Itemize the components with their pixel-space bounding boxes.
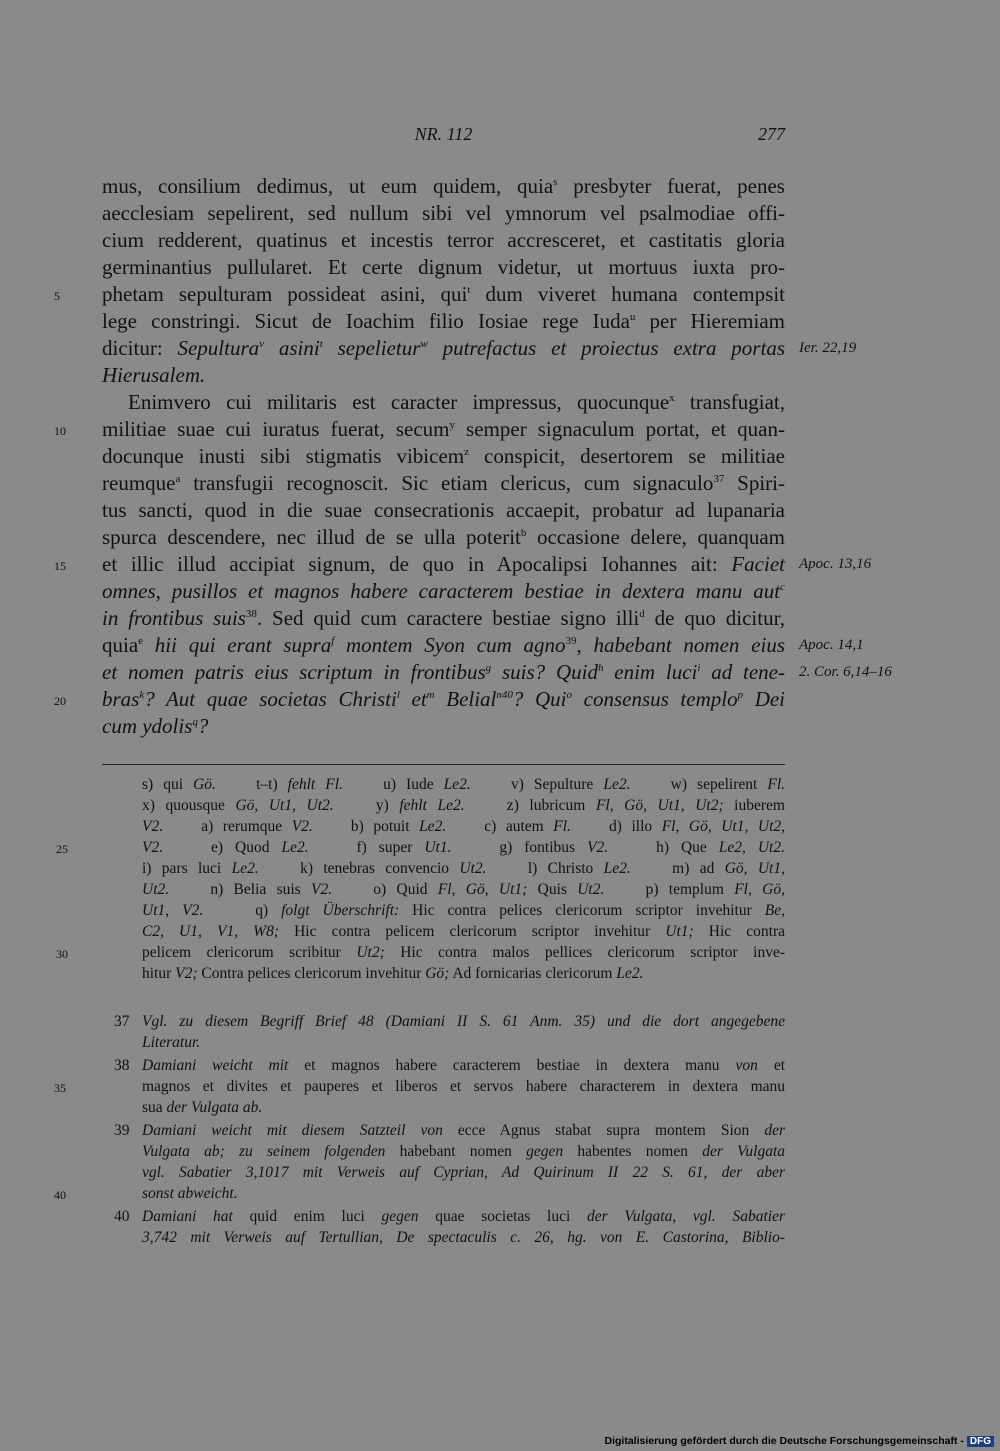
- text-line: docunque inusti sibi stigmatis vibicem$^z$ conspicit, desertorem se militiae: [102, 444, 785, 468]
- apparatus-line: V2. a) rerumque V2. b) potuit Le2. c) autem Fl. d) illo Fl, Gö, Ut1, Ut2,: [142, 818, 786, 835]
- text-line: phetam sepulturam possideat asini, qui$^t$ dum viveret humana contempsit 5: [102, 281, 785, 308]
- text-line: in frontibus suis$^{38}$. Sed quid cum caractere bestiae signo illi$^d$ de quo dicitur,: [102, 606, 785, 630]
- text-line: et illic illud accipiat signum, de quo in Apocalipsi Iohannes ait: Faciet 15 Apoc. 13,16: [102, 551, 785, 578]
- apparatus-line: hitur V2; Contra pelices clericorum invehitur Gö; Ad fornicarias clericorum Le2.: [142, 965, 644, 982]
- line-number: 20: [54, 694, 66, 708]
- footnote: [114, 1011, 785, 1053]
- text-line: bras$^k$? Aut quae societas Christi$^l$ $et^m$ Belial$^{n40}$? Qui$^o$ consensus templo$^p$ Dei 20: [102, 686, 785, 713]
- footnote-line: Vgl. zu diesem Begriff Brief 48 (Damiani II S. 61 Anm. 35) und die dort angegebene: [142, 1013, 785, 1030]
- apparatus-line: pelicem clericorum scribitur Ut2; Hic contra malos pellices clericorum scriptor inve- 30: [142, 942, 785, 963]
- line-number: 10: [54, 424, 66, 438]
- apparatus-line: s) qui Gö. t–t) fehlt Fl. u) Iude Le2. v) Sepulture Le2. w) sepelirent Fl.: [142, 776, 786, 793]
- footnote-line: sonst abweicht. 40: [114, 1183, 785, 1204]
- footer-text: Digitalisierung gefördert durch die Deutsche Forschungsgemeinschaft -: [604, 1435, 964, 1447]
- footnote-line: Vulgata ab; zu seinem folgenden habebant nomen gegen habentes nomen der Vulgata: [142, 1143, 786, 1160]
- apparatus-line: Ut1, V2. q) folgt Überschrift: Hic contra pelices clericorum scriptor invehitur Be,: [142, 902, 785, 919]
- footnote-number: 40: [114, 1208, 130, 1225]
- line-number: 40: [54, 1188, 66, 1202]
- line-number: 35: [54, 1081, 66, 1095]
- main-text: [54, 173, 892, 740]
- apparatus-line: Ut2. n) Belia suis V2. o) Quid Fl, Gö, Ut1; Quis Ut2. p) templum Fl, Gö,: [142, 881, 785, 898]
- text-line: Hierusalem.: [102, 363, 206, 387]
- footnote-line: Damiani hat quid enim luci gegen quae societas luci der Vulgata, vgl. Sabatier: [142, 1208, 785, 1225]
- commentary-notes: [54, 1011, 786, 1250]
- footnote: [54, 1120, 786, 1204]
- marginal-reference: 2. Cor. 6,14–16: [799, 664, 892, 680]
- text-line: cum ydolis$^q$?: [102, 714, 209, 738]
- text-line: aecclesiam sepelirent, sed nullum sibi vel ymnorum vel psalmodiae offi-: [102, 201, 785, 225]
- footnote-line: Damiani weicht mit diesem Satzteil von ecce Agnus stabat supra montem Sion der: [142, 1122, 786, 1139]
- footnote-line: Literatur.: [142, 1034, 201, 1051]
- funding-footer: [605, 1435, 995, 1447]
- footnote-line: magnos et divites et pauperes et liberos et servos habere characterem in dextera manu 35: [114, 1076, 785, 1097]
- footnote-number: 38: [114, 1057, 130, 1074]
- text-line: cium redderent, quatinus et incestis terror accresceret, et castitatis gloria: [102, 228, 785, 252]
- footnote-line: Damiani weicht mit et magnos habere caracterem bestiae in dextera manu von et: [142, 1057, 785, 1074]
- running-header: [102, 124, 785, 148]
- marginal-reference: Apoc. 13,16: [799, 556, 872, 572]
- footnote-line: vgl. Sabatier 3,1017 mit Verweis auf Cyprian, Ad Quirinum II 22 S. 61, der aber: [142, 1164, 785, 1181]
- line-number: 15: [54, 559, 66, 573]
- text-line: tus sancti, quod in die suae consecrationis accaepit, probatur ad lupanaria: [102, 498, 785, 522]
- line-number: 30: [56, 947, 68, 961]
- critical-apparatus: [56, 774, 786, 984]
- footnote-line: sua der Vulgata ab.: [142, 1099, 263, 1116]
- footnote-number: 39: [114, 1122, 130, 1139]
- marginal-reference: Apoc. 14,1: [799, 637, 864, 653]
- apparatus-line: i) pars luci Le2. k) tenebras convencio Ut2. l) Christo Le2. m) ad Gö, Ut1,: [142, 860, 785, 877]
- text-line: germinantius pullularet. Et certe dignum videtur, ut mortuus iuxta pro-: [102, 255, 785, 279]
- text-line: mus, consilium dedimus, ut eum quidem, quia$^s$ presbyter fuerat, penes: [102, 174, 785, 198]
- footnote: [114, 1206, 785, 1248]
- header-title: NR. 112: [414, 124, 473, 144]
- text-line: et nomen patris eius scriptum in frontibus$^g$ suis? Quid$^h$ enim luci$^i$ ad tene- 2. Cor. 6,14–16: [102, 660, 892, 684]
- line-number: 5: [54, 289, 60, 303]
- text-line: Enimvero cui militaris est caracter impressus, quocunque$^x$ transfugiat,: [128, 390, 785, 414]
- text-line: reumque$^a$ transfugii recognoscit. Sic etiam clericus, cum signaculo$^{37}$ Spiri-: [102, 471, 785, 495]
- line-number: 25: [56, 842, 68, 856]
- text-line: dicitur: Sepultura$^v$ asini$^t$ sepelietur$^w$ putrefactus et proiectus extra portas Ier. 22,19: [102, 336, 857, 360]
- apparatus-line: C2, U1, V1, W8; Hic contra pelicem clericorum scriptor invehitur Ut1; Hic contra: [142, 923, 786, 940]
- text-line: lege constringi. Sicut de Ioachim filio Iosiae rege Iuda$^u$ per Hieremiam: [102, 309, 785, 333]
- text-line: spurca descendere, nec illud de se ulla poterit$^b$ occasione delere, quanquam: [102, 525, 785, 549]
- marginal-reference: Ier. 22,19: [799, 340, 857, 356]
- page-number: 277: [758, 124, 785, 144]
- text-line: omnes, pusillos et magnos habere caracterem bestiae in dextera manu aut$^c$: [102, 579, 785, 603]
- footnote-rule: [102, 764, 785, 765]
- footnote: [54, 1055, 785, 1118]
- apparatus-line: V2. e) Quod Le2. f) super Ut1. g) fontibus V2. h) Que Le2, Ut2. 25: [142, 837, 785, 858]
- text-line: militiae suae cui iuratus fuerat, secum$^y$ semper signaculum portat, et quan- 10: [102, 416, 785, 443]
- footnote-number: 37: [114, 1013, 130, 1030]
- apparatus-line: x) quousque Gö, Ut1, Ut2. y) fehlt Le2. z) lubricum Fl, Gö, Ut1, Ut2; iuberem: [142, 797, 785, 814]
- dfg-logo: DFG: [967, 1436, 994, 1447]
- text-line: quia$^e$ hii qui erant supra$^f$ montem Syon cum agno$^{39}$, habebant nomen eius Apoc. 14,1: [102, 633, 864, 657]
- footnote-line: 3,742 mit Verweis auf Tertullian, De spectaculis c. 26, hg. von E. Castorina, Biblio-: [142, 1229, 785, 1246]
